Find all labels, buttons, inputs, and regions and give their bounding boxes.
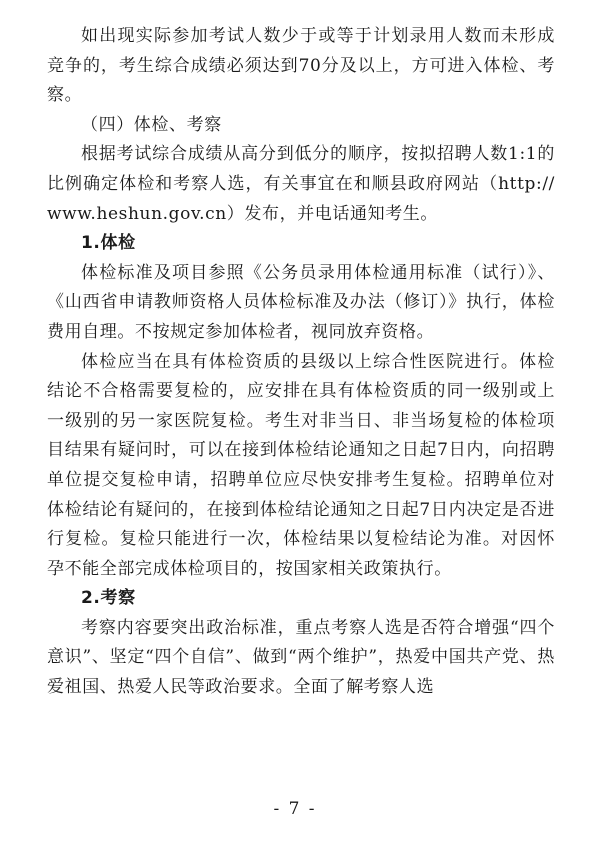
paragraph-competition-rule: 如出现实际参加考试人数少于或等于计划录用人数而未形成竞争的，考生综合成绩必须达到70分及以上，方可进入体检、考察。 (47, 26, 555, 106)
paragraph-exam-procedure: 体检应当在具有体检资质的县级以上综合性医院进行。体检结论不合格需要复检的，应安排在具有体检资质的同一级别或上一级别的另一家医院复检。考生对非当日、非当场复检的体检项目结果有疑问时，可以在接到体检结论通知之日起7日内，向招聘单位提交复检申请，招聘单位应尽快安排考生复检。招聘单位对体检结论有疑问的，在接到体检结论通知之日起7日内决定是否进行复检。复检只能进行一次，体检结果以复检结论为准。对因怀孕不能全部完成体检项目的，按国家相关政策执行。 (47, 351, 555, 579)
paragraph-exam-standards: 体检标准及项目参照《公务员录用体检通用标准（试行）》、《山西省申请教师资格人员体检标准及办法（修订）》执行，体检费用自理。不按规定参加体检者，视同放弃资格。 (47, 262, 555, 342)
paragraph-selection-order: 根据考试综合成绩从高分到低分的顺序，按拟招聘人数1:1的比例确定体检和考察人选，有关事宜在和顺县政府网站（http://www.heshun.gov.cn）发布，并电话通知考生。 (47, 144, 555, 224)
document-body (47, 22, 555, 703)
paragraph-inspection-content: 考察内容要突出政治标准，重点考察人选是否符合增强“四个意识”、坚定“四个自信”、做到“两个维护”，热爱中国共产党、热爱祖国、热爱人民等政治要求。全面了解考察人选 (47, 617, 555, 698)
section-heading-physical-exam-inspection: （四）体检、考察 (81, 114, 222, 135)
page-number: - 7 - (273, 799, 317, 819)
subheading-inspection: 2.考察 (81, 588, 136, 609)
subheading-physical-exam: 1.体检 (81, 233, 136, 254)
